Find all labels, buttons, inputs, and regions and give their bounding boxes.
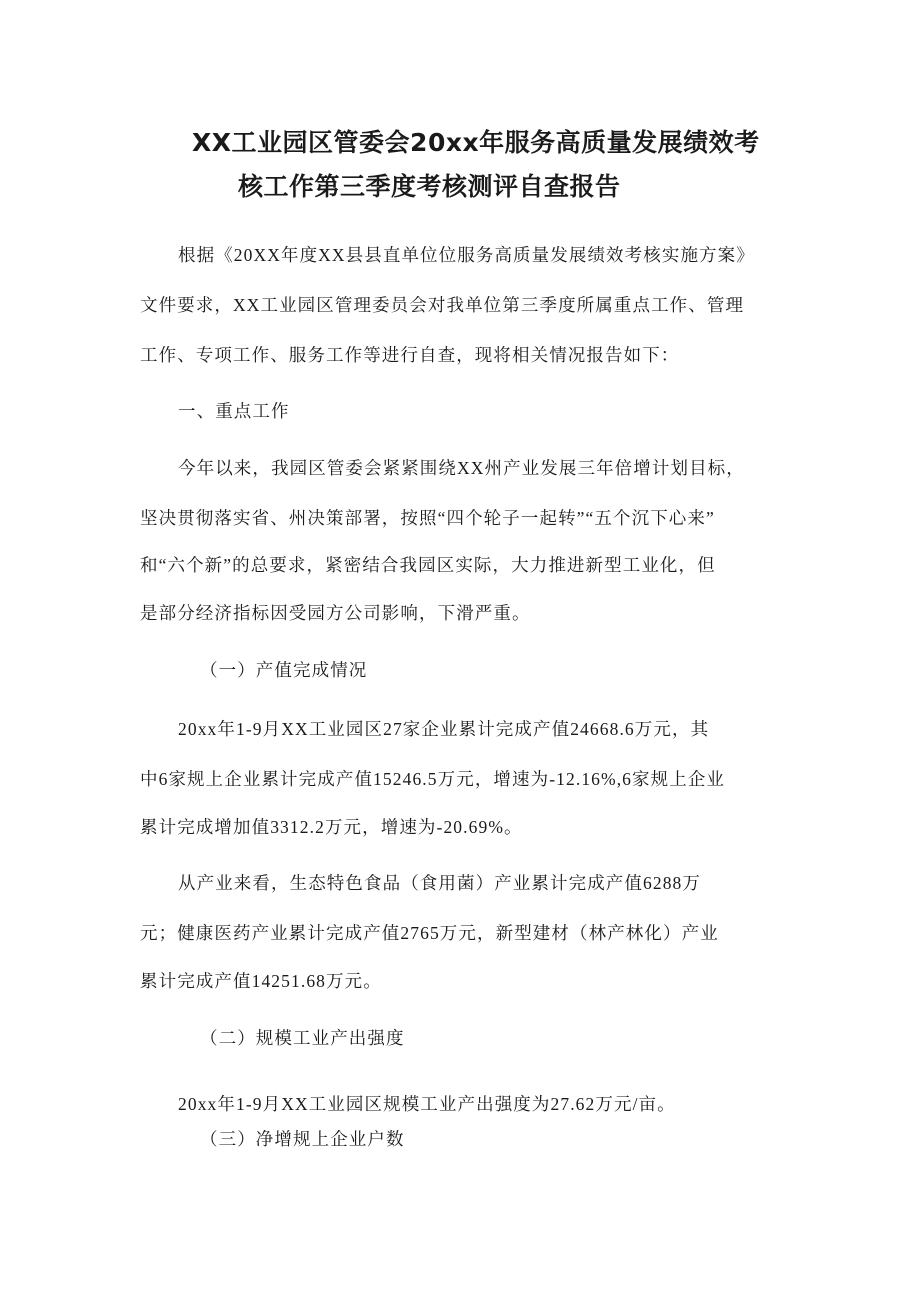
intro-paragraph-line: 根据《20XX年度XX县县直单位位服务高质量发展绩效考核实施方案》: [178, 245, 755, 265]
section-heading: 一、重点工作: [178, 401, 290, 421]
body-paragraph-line: 中6家规上企业累计完成产值15246.5万元，增速为-12.16%,6家规上企业: [140, 769, 726, 789]
body-paragraph-line: 坚决贯彻落实省、州决策部署，按照“四个轮子一起转”“五个沉下心来”: [140, 508, 715, 528]
body-paragraph-line: 20xx年1-9月XX工业园区27家企业累计完成产值24668.6万元，其: [178, 719, 710, 739]
body-paragraph-line: 今年以来，我园区管委会紧紧围绕XX州产业发展三年倍增计划目标，: [178, 458, 745, 478]
body-paragraph-line: 和“六个新”的总要求，紧密结合我园区实际，大力推进新型工业化，但: [140, 555, 716, 575]
body-paragraph-line: 从产业来看，生态特色食品（食用菌）产业累计完成产值6288万: [178, 873, 701, 893]
body-paragraph-line: 累计完成产值14251.68万元。: [140, 971, 382, 991]
body-paragraph-line: 元；健康医药产业累计完成产值2765万元，新型建材（林产林化）产业: [140, 923, 719, 943]
intro-paragraph-line: 工作、专项工作、服务工作等进行自查，现将相关情况报告如下：: [140, 345, 680, 365]
document-title-line-1: XX工业园区管委会20xx年服务高质量发展绩效考: [192, 128, 760, 157]
intro-paragraph-line: 文件要求，XX工业园区管理委员会对我单位第三季度所属重点工作、管理: [140, 295, 745, 315]
subsection-heading: （二）规模工业产出强度: [200, 1028, 405, 1048]
document-title-line-2: 核工作第三季度考核测评自查报告: [238, 172, 621, 201]
subsection-heading: （一）产值完成情况: [200, 660, 368, 680]
body-paragraph-line: 累计完成增加值3312.2万元，增速为-20.69%。: [140, 817, 523, 837]
subsection-heading: （三）净增规上企业户数: [200, 1129, 405, 1149]
body-paragraph-line: 是部分经济指标因受园方公司影响，下滑严重。: [140, 603, 531, 623]
body-paragraph-line: 20xx年1-9月XX工业园区规模工业产出强度为27.62万元/亩。: [178, 1094, 676, 1114]
